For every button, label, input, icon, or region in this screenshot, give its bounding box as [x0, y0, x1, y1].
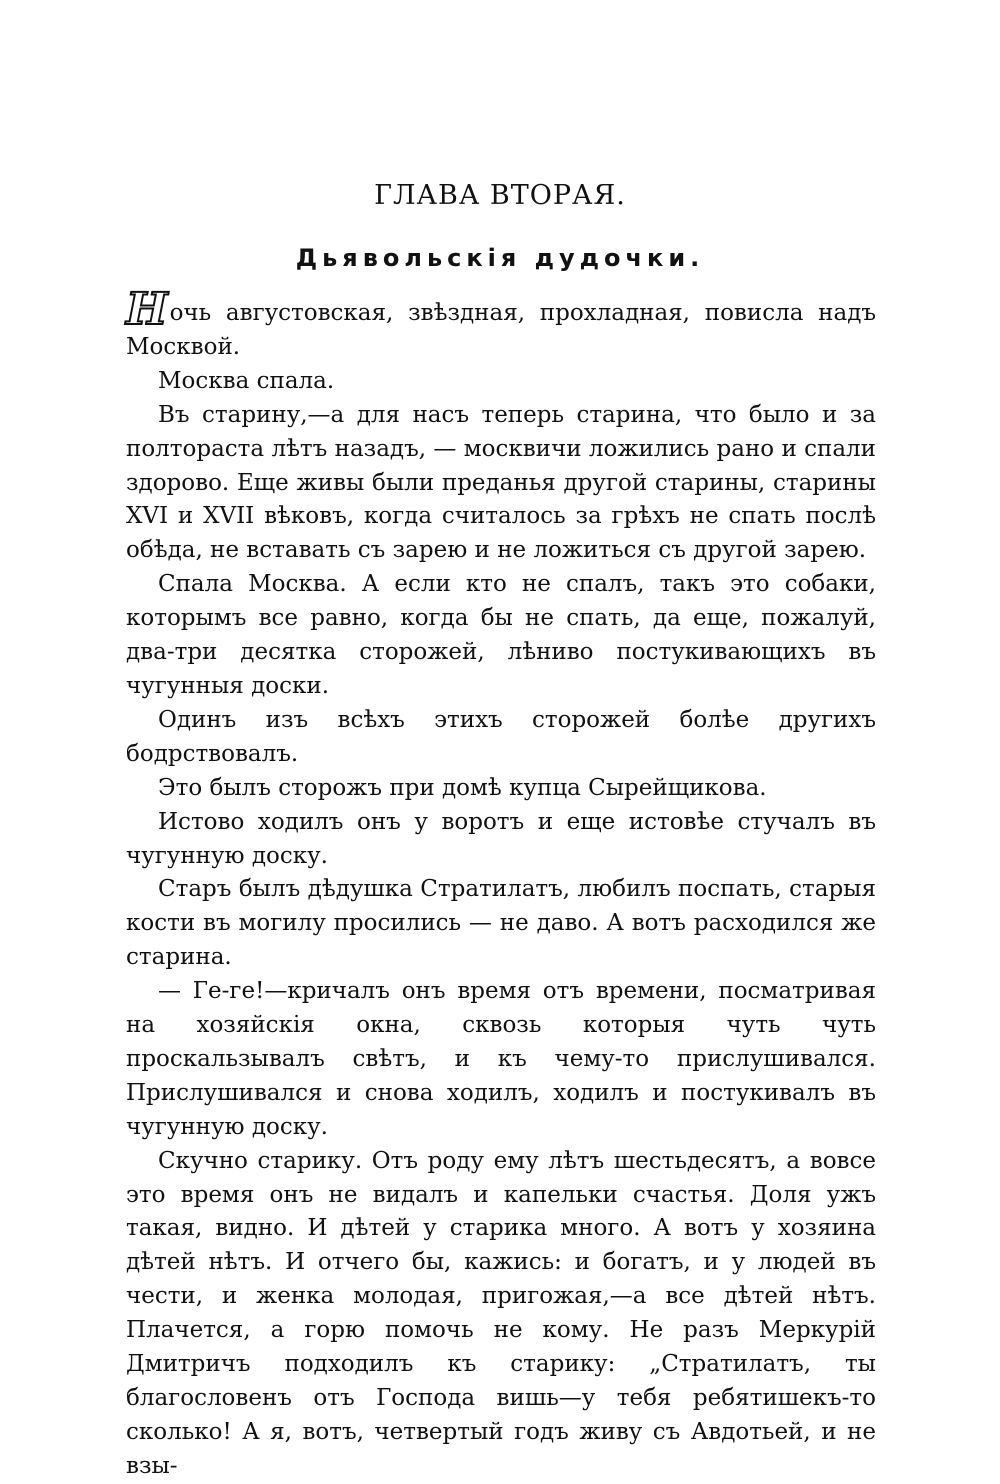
paragraph-5: Одинъ изъ всѣхъ этихъ сторожей болѣе другихъ бодрствовалъ.: [126, 706, 876, 767]
paragraph-1: [126, 284, 876, 365]
chapter-subtitle: Дьявольскія дудочки.: [295, 244, 705, 272]
chapter-title: ГЛАВА ВТОРАЯ.: [374, 180, 626, 211]
paragraph-1-text: очь августовская, звѣздная, прохладная, повисла надъ Москвой.: [126, 300, 876, 360]
drop-cap-letter: Н: [126, 284, 168, 335]
paragraph-9: — Ге-ге!—кричалъ онъ время отъ времени, посматривая на хозяйскія окна, сквозь которыя чуть чуть проскальзывалъ свѣтъ, и къ чему-то прислушивался. Прислушивался и снова ходилъ, ходилъ и постукивалъ въ чугунную доску.: [126, 978, 876, 1140]
body-text: [126, 284, 876, 1484]
paragraph-10: Скучно старику. Отъ роду ему лѣтъ шестьдесятъ, а вовсе это время онъ не видалъ и капельки счастья. Доля ужъ такая, видно. И дѣтей у старика много. А вотъ у хозяина дѣтей нѣтъ. И отчего бы, кажись: и богатъ, и у людей въ чести, и женка молодая, пригожая,—а все дѣтей нѣтъ. Плачется, а горю помочь не кому. Не разъ Меркурій Дмитричъ подходилъ къ старику: „Стратилатъ, ты благословенъ отъ Господа вишь—у тебя ребятишекъ-то сколько! А я, вотъ, четвертый годъ живу съ Авдотьей, и не взы-: [126, 1147, 876, 1479]
paragraph-4: Спала Москва. А если кто не спалъ, такъ это собаки, которымъ все равно, когда бы не спать, да еще, пожалуй, два-три десятка сторожей, лѣниво постукивающихъ въ чугунныя доски.: [126, 571, 876, 699]
paragraph-6: Это былъ сторожъ при домѣ купца Сырейщикова.: [158, 774, 767, 801]
paragraph-8: Старъ былъ дѣдушка Стратилатъ, любилъ поспать, старыя кости въ могилу просились — не даво. А вотъ расходился же старина.: [126, 876, 876, 971]
paragraph-7: Истово ходилъ онъ у воротъ и еще истовѣе стучалъ въ чугунную доску.: [126, 808, 876, 869]
paragraph-3: Въ старину,—а для насъ теперь старина, что было и за полтораста лѣтъ назадъ, — москвичи ложились рано и спали здорово. Еще живы были преданья другой старины, старины XVI и XVII вѣковъ, когда считалось за грѣхъ не спать послѣ обѣда, не вставать съ зарею и не ложиться съ другой зарею.: [126, 401, 876, 564]
paragraph-2: Москва спала.: [158, 367, 335, 394]
